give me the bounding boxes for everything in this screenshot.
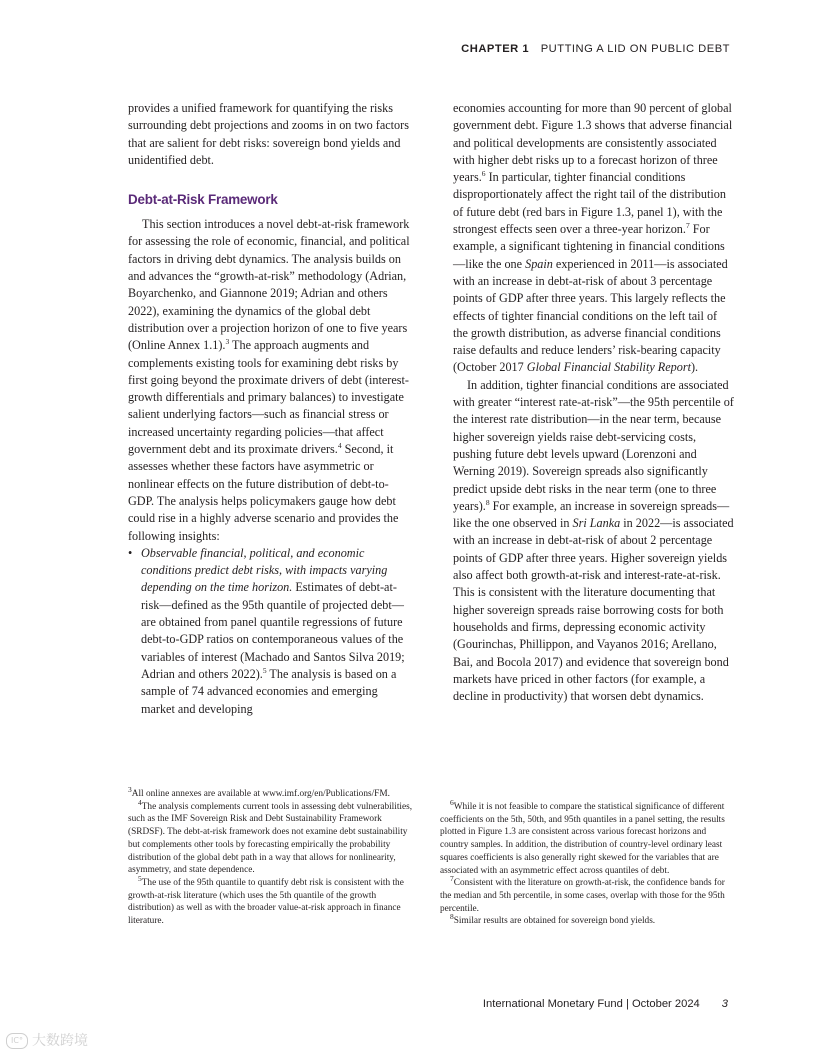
bullet-lead: Observable financial, political, and economic conditions predict debt risks, with impacts varying depending on the time horizon. xyxy=(141,545,388,595)
footnote-3: $^3$All online annexes are available at www.imf.org/en/Publications/FM. xyxy=(128,784,390,799)
left-column xyxy=(128,100,414,718)
right-column xyxy=(453,100,735,705)
insights-list xyxy=(128,545,414,718)
country-sri-lanka: Sri Lanka xyxy=(572,516,621,531)
watermark-text: 大数跨境 xyxy=(32,1033,88,1049)
footnote-4: $^4$The analysis complements current tools in assessing debt vulnerabilities, such as the IMF Sovereign Risk and Debt Sustainability Framework (SRDSF). The debt-at-risk framework does not examine debt sustainability but complements other tools by forecasting empirically the probability distribution of the global debt path in a way that allows for nonlinearity, asymmetry, and state dependence. xyxy=(128,797,413,876)
footnotes-left xyxy=(128,784,414,928)
footnote-5: $^5$The use of the 95th quantile to quantify debt risk is consistent with the growth-at-risk literature (which uses the 5th quantile of the growth distribution) as well as with the broader value-at-risk approach in finance literature. xyxy=(128,873,404,927)
section-heading: Debt-at-Risk Framework xyxy=(128,192,278,208)
list-item: • Observable financial, political, and economic conditions predict debt risks, with impacts varying depending on the time horizon. Estimates of debt-at-risk—defined as the 95th quantile of projected debt—are obtained from panel quantile regressions of future debt-to-GDP ratios on contemporaneous values of the variables of interest (Machado and Santos Silva 2019; Adrian and others 2022).$^5$ The analysis is based on a sample of 74 advanced economies and emerging market and developing xyxy=(128,545,405,716)
footnote-ref-7[interactable]: 7 xyxy=(685,221,690,231)
page-footer xyxy=(483,998,728,1010)
footnote-ref-5[interactable]: 5 xyxy=(262,665,267,675)
report-title: Global Financial Stability Report xyxy=(526,360,691,375)
chapter-label: CHAPTER 1 xyxy=(461,43,530,55)
watermark xyxy=(6,1030,88,1050)
continuation-paragraph: economies accounting for more than 90 percent of global government debt. Figure 1.3 shows that adverse financial and political developments are consistently associated with higher debt risks up to a forecast horizon of three years.$^6$ In particular, tighter financial conditions disproportionately affect the right tail of the distribution of future debt (red bars in Figure 1.3, panel 1), with the strongest effects seen over a three-year horizon.$^7$ For example, a significant tightening in financial conditions—like the one Spain experienced in 2011—is associated with an increase in debt-at-risk of about 3 percentage points of GDP after three years. This largely reflects the effects of tighter financial conditions on the left tail of the growth distribution, as adverse financial conditions raise defaults and reduce lenders’ risk-bearing capacity (October 2017 Global Financial Stability Report). xyxy=(453,101,733,375)
footnote-6: $^6$While it is not feasible to compare the statistical significance of different coefficients on the 5th, 50th, and 95th quantiles in a panel setting, the results plotted in Figure 1.3 are consistent across various forecast horizons and country samples. In addition, the distribution of country-level ordinary least squares coefficients is also generally right skewed for the variables that are associated with an asymmetric effect across quantiles of debt. xyxy=(440,797,725,876)
footnote-ref-3[interactable]: 3 xyxy=(225,337,230,347)
intro-paragraph: provides a unified framework for quantifying the risks surrounding debt projections and zooms in on two factors that are salient for debt risks: sovereign bond yields and unidentified debt. xyxy=(128,101,409,167)
chapter-title: PUTTING A LID ON PUBLIC DEBT xyxy=(540,43,730,55)
footnote-ref-8[interactable]: 8 xyxy=(485,497,490,507)
footnote-ref-4[interactable]: 4 xyxy=(337,440,342,450)
footnote-8: $^8$Similar results are obtained for sovereign bond yields. xyxy=(450,912,656,927)
framework-paragraph: This section introduces a novel debt-at-risk framework for assessing the role of economic, financial, and political factors in driving debt dynamics. The analysis builds on and advances the “growth-at-risk” methodology (Adrian, Boyarchenko, and Giannone 2019; Adrian and others 2022), examining the dynamics of the global debt distribution over a projection horizon of one to five years (Online Annex 1.1).$^3$ The approach augments and complements existing tools for examining debt risks by first going beyond the proximate drivers of debt (interest-growth differentials and primary balances) to investigate salient underlying factors—such as financial stress or increased uncertainty regarding policies—that affect government debt and its proximate drivers.$^4$ Second, it assesses whether these factors have asymmetric or nonlinear effects on the future distribution of debt-to-GDP. The analysis helps policymakers gauge how debt could rise in a highly adverse scenario and provides the following insights: xyxy=(128,217,410,543)
interest-rate-paragraph: In addition, tighter financial conditions are associated with greater “interest rate-at-risk”—the 95th percentile of the interest rate distribution—in the near term, because higher sovereign yields raise debt-servicing costs, pushing future debt levels upward (Lorenzoni and Werning 2019). Sovereign spreads also significantly predict upside debt risks in the near term (one to three years).$^8$ For example, an increase in sovereign spreads—like the one observed in Sri Lanka in 2022—is associated with an increase in debt-at-risk of about 2 percentage points of GDP after three years. Higher sovereign yields also affect both growth-at-risk and interest-rate-at-risk. This is consistent with the literature documenting that higher sovereign spreads raise borrowing costs for both households and firms, depressing economic activity (Gourinchas, Phillippon, and Vayanos 2016; Arellano, Bai, and Bocola 2017) and evidence that sovereign bond markets have priced in other factors (for example, a decline in productivity) that worsen debt dynamics. xyxy=(453,377,734,704)
running-header xyxy=(461,43,730,55)
footnotes-right xyxy=(440,797,736,928)
country-spain: Spain xyxy=(525,256,553,271)
footnote-7: $^7$Consistent with the literature on growth-at-risk, the confidence bands for the median and 5th percentile, in some cases, overlap with those for the 95th percentile. xyxy=(440,874,725,914)
watermark-logo-icon: IC° xyxy=(6,1033,28,1049)
bullet-icon: • xyxy=(128,545,133,560)
page-number: 3 xyxy=(721,998,728,1010)
footnote-ref-6[interactable]: 6 xyxy=(481,169,486,179)
footer-source: International Monetary Fund | October 2024 xyxy=(482,998,700,1010)
